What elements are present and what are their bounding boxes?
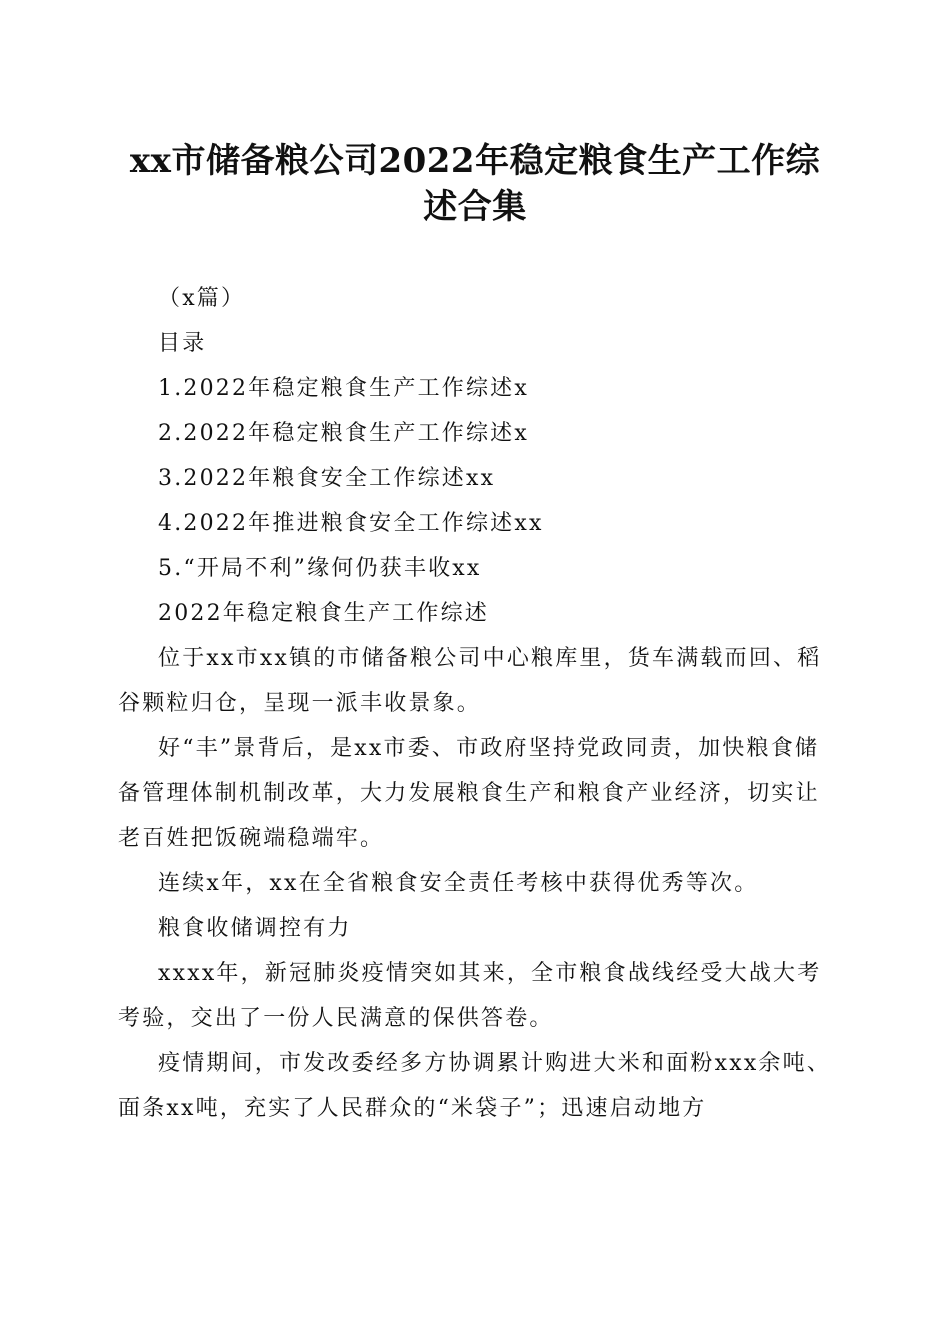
body-paragraph: 好“丰”景背后，是xx市委、市政府坚持党政同责，加快粮食储备管理体制机制改革，大力发展粮食生产和粮食产业经济，切实让老百姓把饭碗端稳端牢。 bbox=[118, 736, 820, 851]
body-paragraph: xxxx年，新冠肺炎疫情突如其来，全市粮食战线经受大战大考考验，交出了一份人民满意的保供答卷。 bbox=[118, 961, 822, 1031]
piece-count: （x篇） bbox=[158, 286, 246, 311]
title-line-2: 述合集 bbox=[423, 187, 527, 227]
document-body bbox=[118, 276, 838, 1131]
document-title bbox=[110, 138, 840, 230]
title-line-1: xx市储备粮公司2022年稳定粮食生产工作综 bbox=[129, 141, 821, 181]
toc-item-2: 2.2022年稳定粮食生产工作综述x bbox=[158, 421, 529, 446]
section-heading: 2022年稳定粮食生产工作综述 bbox=[158, 601, 489, 626]
toc-item-4: 4.2022年推进粮食安全工作综述xx bbox=[158, 511, 544, 536]
toc-heading: 目录 bbox=[158, 331, 207, 356]
toc-item-1: 1.2022年稳定粮食生产工作综述x bbox=[158, 376, 529, 401]
body-paragraph: 连续x年，xx在全省粮食安全责任考核中获得优秀等次。 bbox=[158, 871, 759, 896]
toc-item-3: 3.2022年粮食安全工作综述xx bbox=[158, 466, 496, 491]
body-paragraph: 位于xx市xx镇的市储备粮公司中心粮库里，货车满载而回、稻谷颗粒归仓，呈现一派丰收景象。 bbox=[118, 646, 822, 716]
subsection-heading: 粮食收储调控有力 bbox=[158, 916, 352, 941]
body-paragraph: 疫情期间，市发改委经多方协调累计购进大米和面粉xxx余吨、面条xx吨，充实了人民群众的“米袋子”；迅速启动地方 bbox=[118, 1051, 832, 1121]
toc-item-5: 5.“开局不利”缘何仍获丰收xx bbox=[158, 556, 482, 581]
